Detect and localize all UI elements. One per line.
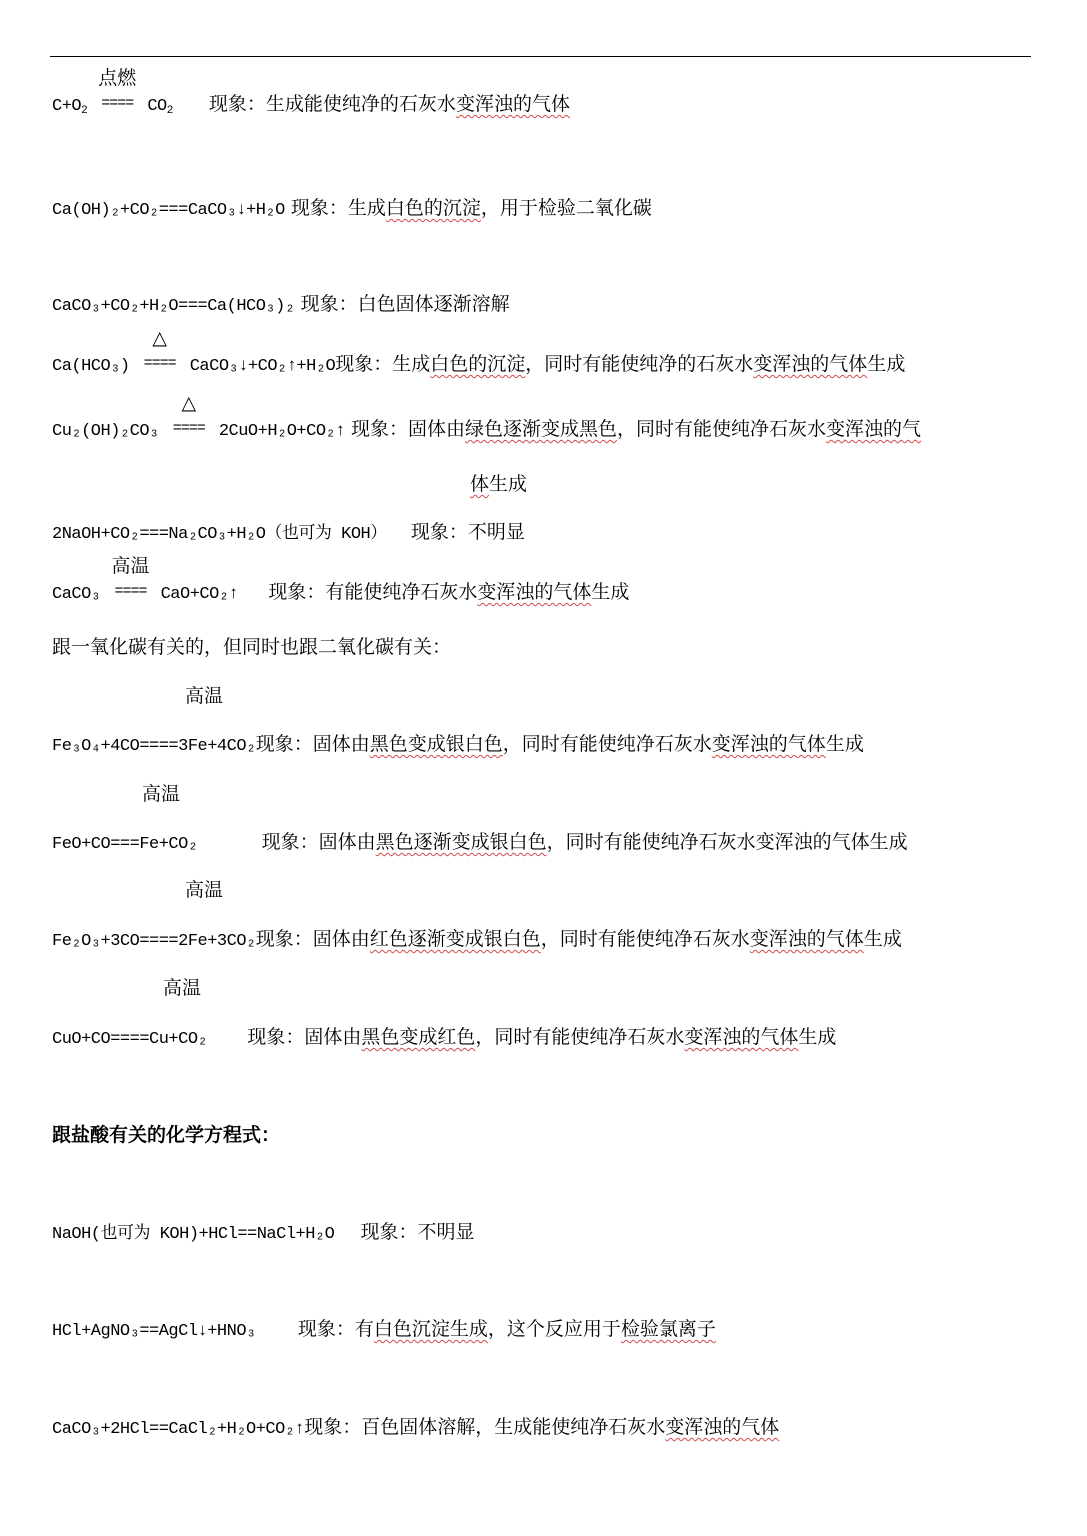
eq-line-6 bbox=[52, 520, 525, 547]
reaction-condition: 高温 bbox=[142, 783, 181, 805]
observation: 现象：生成白色的沉淀，同时有能使纯净的石灰水变浑浊的气体生成 bbox=[335, 353, 906, 375]
eq-line-15 bbox=[52, 1415, 779, 1442]
equation: Fe₃O₄+4CO====3Fe+4CO₂ bbox=[52, 737, 256, 756]
eq-line-12 bbox=[52, 1025, 836, 1052]
reaction-arrow: 点燃 ==== bbox=[93, 92, 141, 116]
eq-line-2 bbox=[52, 196, 652, 223]
equation: CuO+CO====Cu+CO₂ bbox=[52, 1030, 208, 1049]
reaction-arrow: 高温 ==== bbox=[107, 580, 155, 604]
eq-line-13 bbox=[52, 1220, 474, 1247]
reaction-arrow: △ ==== bbox=[165, 417, 213, 441]
observation: 现象：固体由红色逐渐变成银白色，同时有能使纯净石灰水变浑浊的气体生成 bbox=[255, 928, 902, 950]
reaction-condition: 高温 bbox=[185, 685, 224, 707]
observation: 现象：生成能使纯净的石灰水变浑浊的气体 bbox=[208, 93, 570, 115]
eq-line-14 bbox=[52, 1317, 716, 1344]
equation-reactants: Cu₂(OH)₂CO₃ bbox=[52, 422, 159, 441]
eq-line-4 bbox=[52, 327, 906, 379]
eq-line-10 bbox=[52, 830, 908, 857]
reaction-condition: 高温 bbox=[111, 555, 150, 577]
observation: 现象：固体由黑色逐渐变成银白色，同时有能使纯净石灰水变浑浊的气体生成 bbox=[261, 831, 908, 853]
observation: 现象：不明显 bbox=[360, 1221, 475, 1243]
equation: NaOH(也可为 KOH)+HCl==NaCl+H₂O bbox=[52, 1225, 335, 1244]
section-heading: 跟盐酸有关的化学方程式： bbox=[52, 1124, 281, 1146]
reaction-condition: 点燃 bbox=[98, 67, 137, 89]
observation: 现象：固体由黑色变成银白色，同时有能使纯净石灰水变浑浊的气体生成 bbox=[255, 733, 864, 755]
observation: 现象：白色固体逐渐溶解 bbox=[300, 293, 510, 315]
eq-line-5-cont: 体生成 bbox=[470, 473, 528, 495]
observation: 现象：固体由黑色变成红色，同时有能使纯净石灰水变浑浊的气体生成 bbox=[247, 1026, 837, 1048]
equation-products: CaCO₃↓+CO₂↑+H₂O bbox=[189, 357, 336, 376]
equation: Ca(OH)₂+CO₂===CaCO₃↓+H₂O bbox=[52, 201, 285, 220]
observation: 现象：有白色沉淀生成，这个反应用于检验氯离子 bbox=[297, 1318, 716, 1340]
equation-reactants: CaCO₃ bbox=[52, 585, 101, 604]
equation-reactants: $C+O_2$ bbox=[52, 97, 88, 117]
observation: 现象：有能使纯净石灰水变浑浊的气体生成 bbox=[268, 581, 630, 603]
equation: CaCO₃+2HCl==CaCl₂+H₂O+CO₂↑ bbox=[52, 1420, 305, 1439]
eq-line-5 bbox=[52, 392, 922, 444]
eq-line-3 bbox=[52, 292, 510, 319]
eq-line-7 bbox=[52, 555, 630, 607]
equation: Fe₂O₃+3CO====2Fe+3CO₂ bbox=[52, 932, 256, 951]
observation: 现象：百色固体溶解，生成能使纯净石灰水变浑浊的气体 bbox=[304, 1416, 780, 1438]
equation: CaCO₃+CO₂+H₂O===Ca(HCO₃)₂ bbox=[52, 297, 295, 316]
equation-products: $CO_2$ bbox=[147, 97, 173, 117]
equation-products: 2CuO+H₂O+CO₂↑ bbox=[218, 422, 345, 441]
equation-reactants: Ca(HCO₃) bbox=[52, 357, 130, 376]
observation: 现象：生成白色的沉淀，用于检验二氧化碳 bbox=[290, 197, 652, 219]
observation: 现象：固体由绿色逐渐变成黑色，同时有能使纯净石灰水变浑浊的气 bbox=[350, 418, 922, 440]
heating-icon: △ bbox=[152, 327, 167, 349]
equation: 2NaOH+CO₂===Na₂CO₃+H₂O（也可为 KOH） bbox=[52, 525, 387, 544]
reaction-condition: 高温 bbox=[163, 977, 202, 999]
reaction-condition: 高温 bbox=[185, 879, 224, 901]
section-intro: 跟一氧化碳有关的，但同时也跟二氧化碳有关： bbox=[52, 636, 452, 658]
equation-products: CaO+CO₂↑ bbox=[160, 585, 239, 604]
equation: FeO+CO===Fe+CO₂ bbox=[52, 835, 198, 854]
eq-line-11 bbox=[52, 927, 902, 954]
observation: 现象：不明显 bbox=[410, 521, 525, 543]
eq-line-9 bbox=[52, 732, 864, 759]
eq-line-1 bbox=[52, 67, 570, 123]
heating-icon: △ bbox=[181, 392, 197, 414]
equation: HCl+AgNO₃==AgCl↓+HNO₃ bbox=[52, 1322, 256, 1341]
header-rule bbox=[50, 56, 1031, 57]
reaction-arrow: △ ==== bbox=[136, 352, 184, 376]
